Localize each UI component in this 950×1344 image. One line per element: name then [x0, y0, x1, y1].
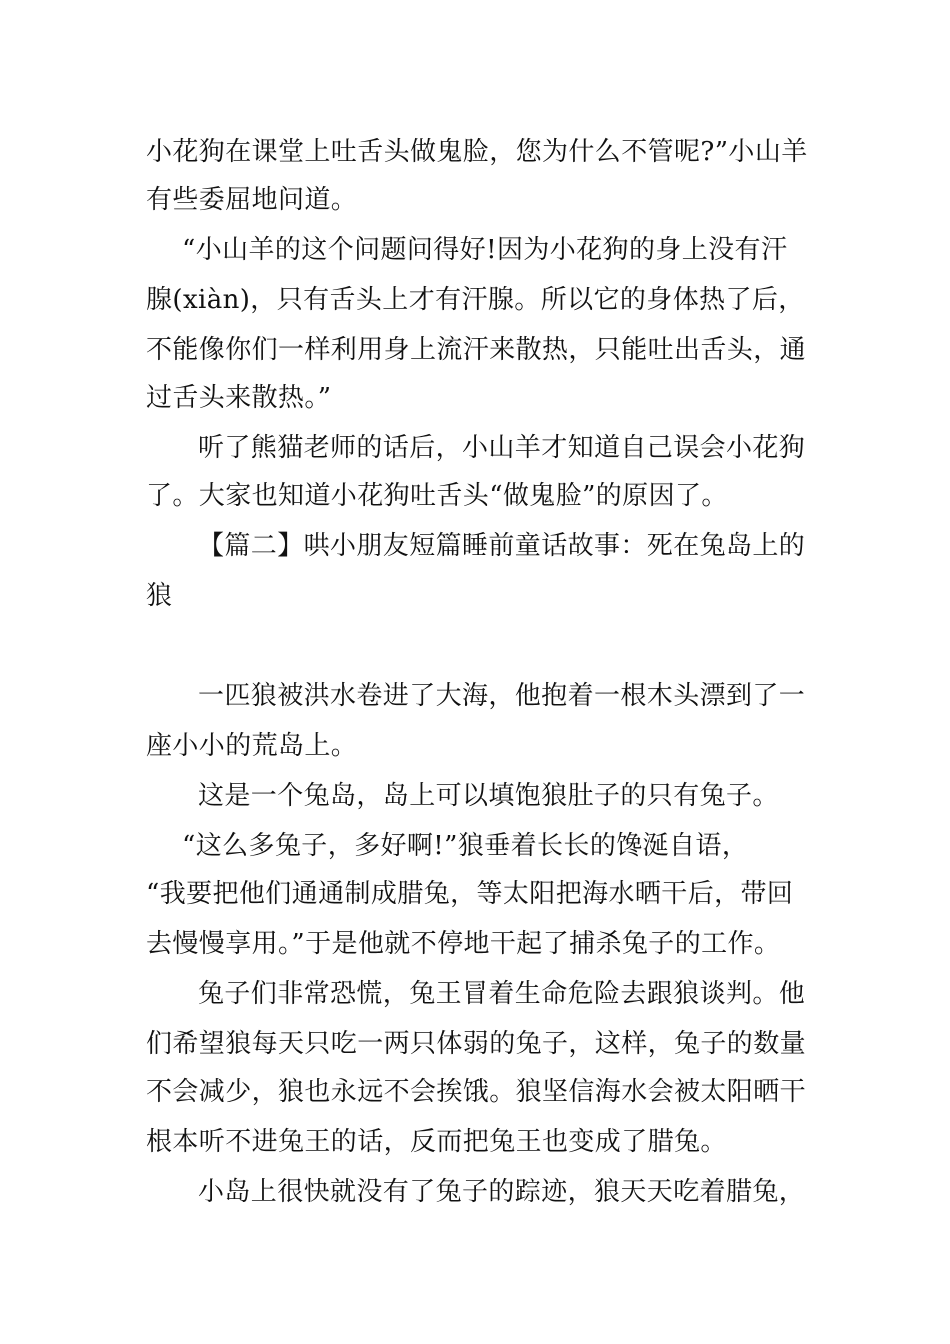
- text-line-11: 一匹狼被洪水卷进了大海，他抱着一根木头漂到了一: [198, 681, 806, 711]
- text-line-1: 小花狗在课堂上吐舌头做鬼脸，您为什么不管呢?”小山羊: [146, 137, 808, 167]
- text-line-8: 了。大家也知道小花狗吐舌头“做鬼脸”的原因了。: [146, 481, 728, 511]
- text-line-14: “这么多兔子，多好啊!”狼垂着长长的馋涎自语，: [182, 831, 749, 861]
- text-line-19: 不会减少，狼也永远不会挨饿。狼坚信海水会被太阳晒干: [146, 1077, 807, 1107]
- text-line-13: 这是一个兔岛，岛上可以填饱狼肚子的只有兔子。: [198, 781, 779, 811]
- text-line-18: 们希望狼每天只吃一两只体弱的兔子，这样，兔子的数量: [146, 1029, 807, 1059]
- section-heading-line-1: 【篇二】哄小朋友短篇睡前童话故事：死在兔岛上的: [198, 531, 806, 561]
- text-line-4: 腺(xiàn)，只有舌头上才有汗腺。所以它的身体热了后，: [146, 285, 805, 315]
- section-heading-line-2: 狼: [146, 581, 173, 611]
- text-line-7: 听了熊猫老师的话后，小山羊才知道自己误会小花狗: [198, 433, 806, 463]
- text-line-17: 兔子们非常恐慌，兔王冒着生命危险去跟狼谈判。他: [198, 979, 806, 1009]
- text-line-3: “小山羊的这个问题问得好!因为小花狗的身上没有汗: [182, 235, 788, 265]
- text-line-2: 有些委屈地问道。: [146, 185, 358, 215]
- text-line-5: 不能像你们一样利用身上流汗来散热，只能吐出舌头，通: [146, 335, 807, 365]
- text-line-21: 小岛上很快就没有了兔子的踪迹，狼天天吃着腊兔，: [198, 1177, 806, 1207]
- text-line-16: 去慢慢享用。”于是他就不停地干起了捕杀兔子的工作。: [146, 929, 781, 959]
- text-line-15: “我要把他们通通制成腊兔，等太阳把海水晒干后，带回: [146, 879, 794, 909]
- text-line-12: 座小小的荒岛上。: [146, 731, 358, 761]
- text-line-6: 过舌头来散热。”: [146, 383, 332, 413]
- text-line-20: 根本听不进兔王的话，反而把兔王也变成了腊兔。: [146, 1127, 727, 1157]
